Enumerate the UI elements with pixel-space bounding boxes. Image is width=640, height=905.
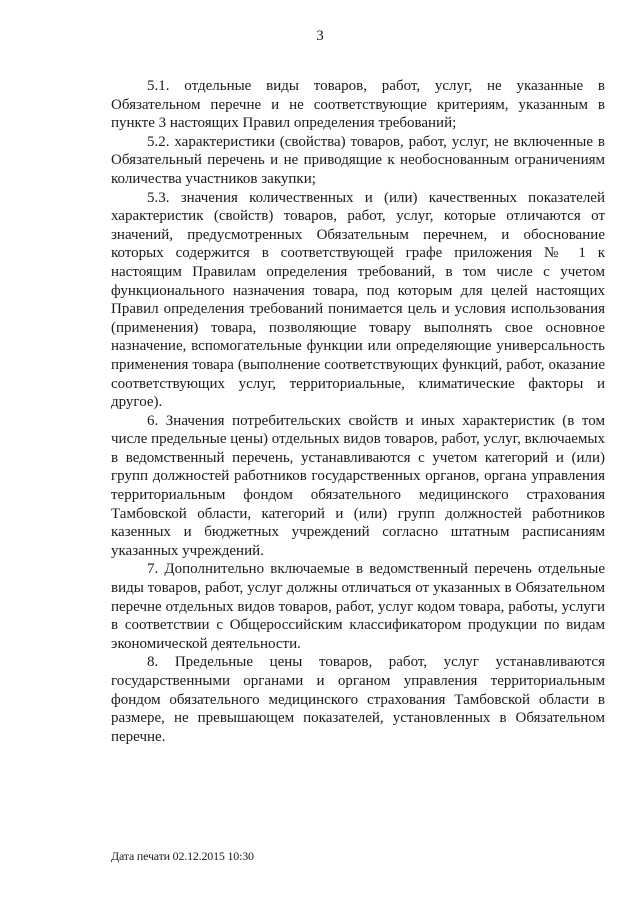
- paragraph-7: 7. Дополнительно включаемые в ведомственный перечень отдельные виды товаров, работ, услуг должны отличаться от указанных в Обязательном перечне отдельных видов товаров, работ, услуг кодом товара, работы, услуги в соответствии с Общероссийским классификатором продукции по видам экономической деятельности.: [111, 561, 605, 652]
- paragraph-5-1: 5.1. отдельные виды товаров, работ, услуг, не указанные в Обязательном перечне и не соответствующие критериям, указанным в пункте 3 настоящих Правил определения требований;: [111, 78, 605, 132]
- document-body: [111, 77, 605, 746]
- print-date-footer: Дата печати 02.12.2015 10:30: [111, 849, 254, 863]
- paragraph-8: 8. Предельные цены товаров, работ, услуг устанавливаются государственными органами и органом управления территориальным фондом обязательного медицинского страхования Тамбовской области в размере, не превышающем показателей, установленных в Обязательном перечне.: [111, 654, 605, 745]
- paragraph-5-2: 5.2. характеристики (свойства) товаров, работ, услуг, не включенные в Обязательный перечень и не приводящие к необоснованным ограничениям количества участников закупки;: [111, 133, 605, 187]
- page-number: 3: [316, 28, 324, 44]
- paragraph-6: 6. Значения потребительских свойств и иных характеристик (в том числе предельные цены) отдельных видов товаров, работ, услуг, включаемых в ведомственный перечень, устанавливаются с учетом категорий и (или) групп должностей работников государственных органов, органа управления территориальным фондом обязательного медицинского страхования Тамбовской области, категорий и (или) групп должностей работников казенных и бюджетных учреждений согласно штатным расписаниям указанных учреждений.: [111, 412, 606, 559]
- paragraph-5-3: 5.3. значения количественных и (или) качественных показателей характеристик (свойств) товаров, работ, услуг, которые отличаются от значений, предусмотренных Обязательным перечнем, и обоснование которых содержится в соответствующей графе приложения № 1 к настоящим Правилам определения требований, в том числе с учетом функционального назначения товара, под которым для целей настоящих Правил определения требований понимается цель и условия использования (применения) товара, позволяющие товару выполнять свое основное назначение, вспомогательные функции или определяющие универсальность применения товара (выполнение соответствующих функций, работ, оказание соответствующих услуг, территориальные, климатические факторы и другое).: [111, 189, 605, 411]
